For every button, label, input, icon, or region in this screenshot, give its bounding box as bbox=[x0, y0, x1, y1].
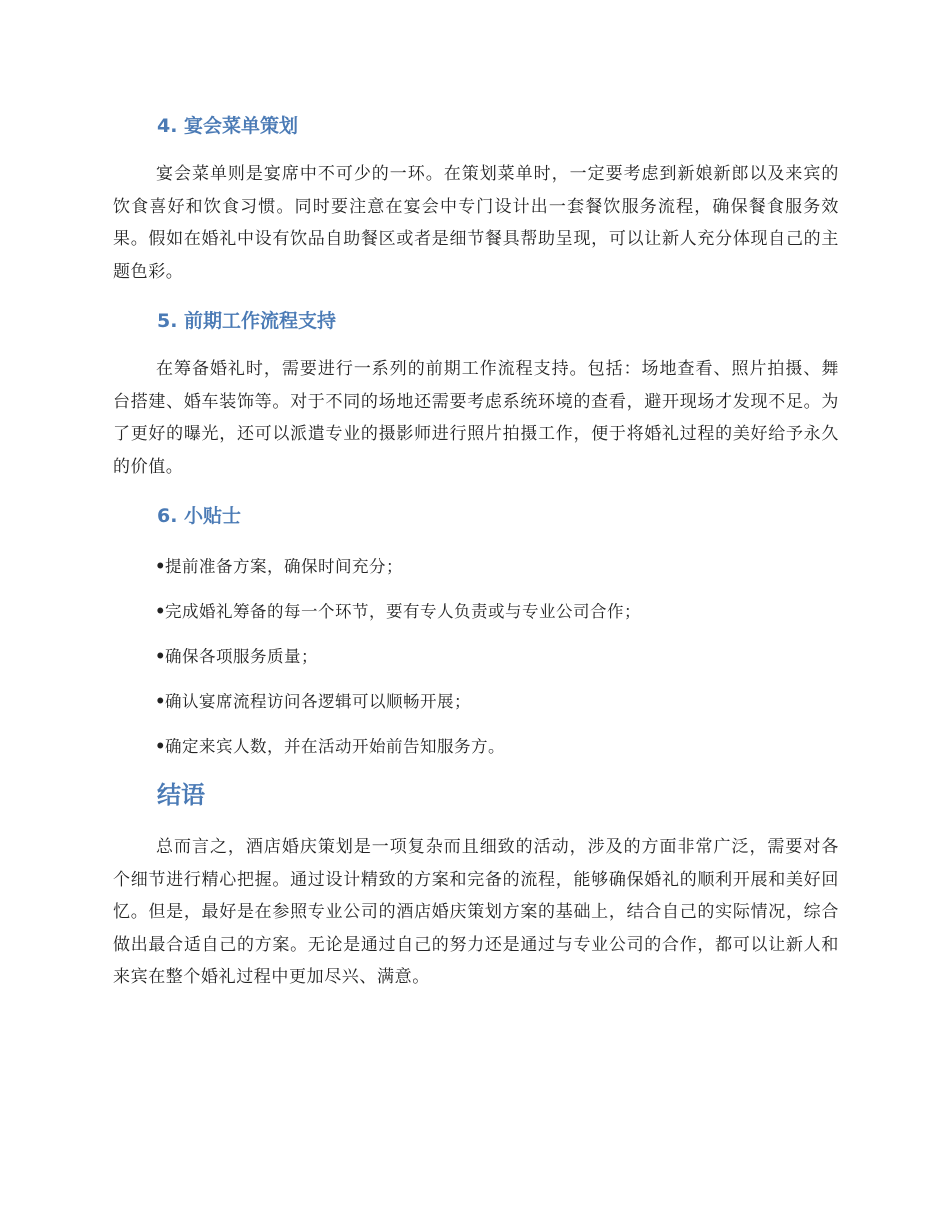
tip-text: 确定来宾人数，并在活动开始前告知服务方。 bbox=[165, 737, 505, 756]
section-heading-menu: 4. 宴会菜单策划 bbox=[157, 115, 299, 137]
conclusion-heading: 结语 bbox=[157, 781, 205, 809]
bullet-icon: • bbox=[155, 737, 167, 756]
bullet-icon: • bbox=[155, 557, 167, 576]
conclusion-paragraph: 总而言之，酒店婚庆策划是一项复杂而且细致的活动，涉及的方面非常广泛，需要对各个细节进行精心把握。通过设计精致的方案和完备的流程，能够确保婚礼的顺利开展和美好回忆。但是，最好是在参照专业公司的酒店婚庆策划方案的基础上，结合自己的实际情况，综合做出最合适自己的方案。无论是通过自己的努力还是通过与专业公司的合作，都可以让新人和来宾在整个婚礼过程中更加尽兴、满意。 bbox=[113, 837, 839, 987]
section-heading-workflow: 5. 前期工作流程支持 bbox=[157, 310, 337, 332]
tip-list-item bbox=[155, 555, 403, 579]
section-heading-tips: 6. 小贴士 bbox=[157, 505, 242, 527]
bullet-icon: • bbox=[155, 647, 167, 666]
tip-list-item bbox=[155, 600, 641, 624]
tip-text: 确保各项服务质量； bbox=[165, 647, 318, 666]
bullet-icon: • bbox=[155, 602, 167, 621]
bullet-icon: • bbox=[155, 692, 167, 711]
tip-text: 完成婚礼筹备的每一个环节，要有专人负责或与专业公司合作； bbox=[165, 602, 641, 621]
tip-list-item bbox=[155, 690, 471, 714]
tip-list-item bbox=[155, 735, 505, 759]
tip-text: 提前准备方案，确保时间充分； bbox=[165, 557, 403, 576]
tip-text: 确认宴席流程访问各逻辑可以顺畅开展； bbox=[165, 692, 471, 711]
section-paragraph-workflow: 在筹备婚礼时，需要进行一系列的前期工作流程支持。包括：场地查看、照片拍摄、舞台搭建、婚车装饰等。对于不同的场地还需要考虑系统环境的查看，避开现场才发现不足。为了更好的曝光，还可以派遣专业的摄影师进行照片拍摄工作，便于将婚礼过程的美好给予永久的价值。 bbox=[113, 359, 839, 477]
section-paragraph-menu: 宴会菜单则是宴席中不可少的一环。在策划菜单时，一定要考虑到新娘新郎以及来宾的饮食喜好和饮食习惯。同时要注意在宴会中专门设计出一套餐饮服务流程，确保餐食服务效果。假如在婚礼中设有饮品自助餐区或者是细节餐具帮助呈现，可以让新人充分体现自己的主题色彩。 bbox=[113, 164, 839, 282]
tip-list-item bbox=[155, 645, 318, 669]
